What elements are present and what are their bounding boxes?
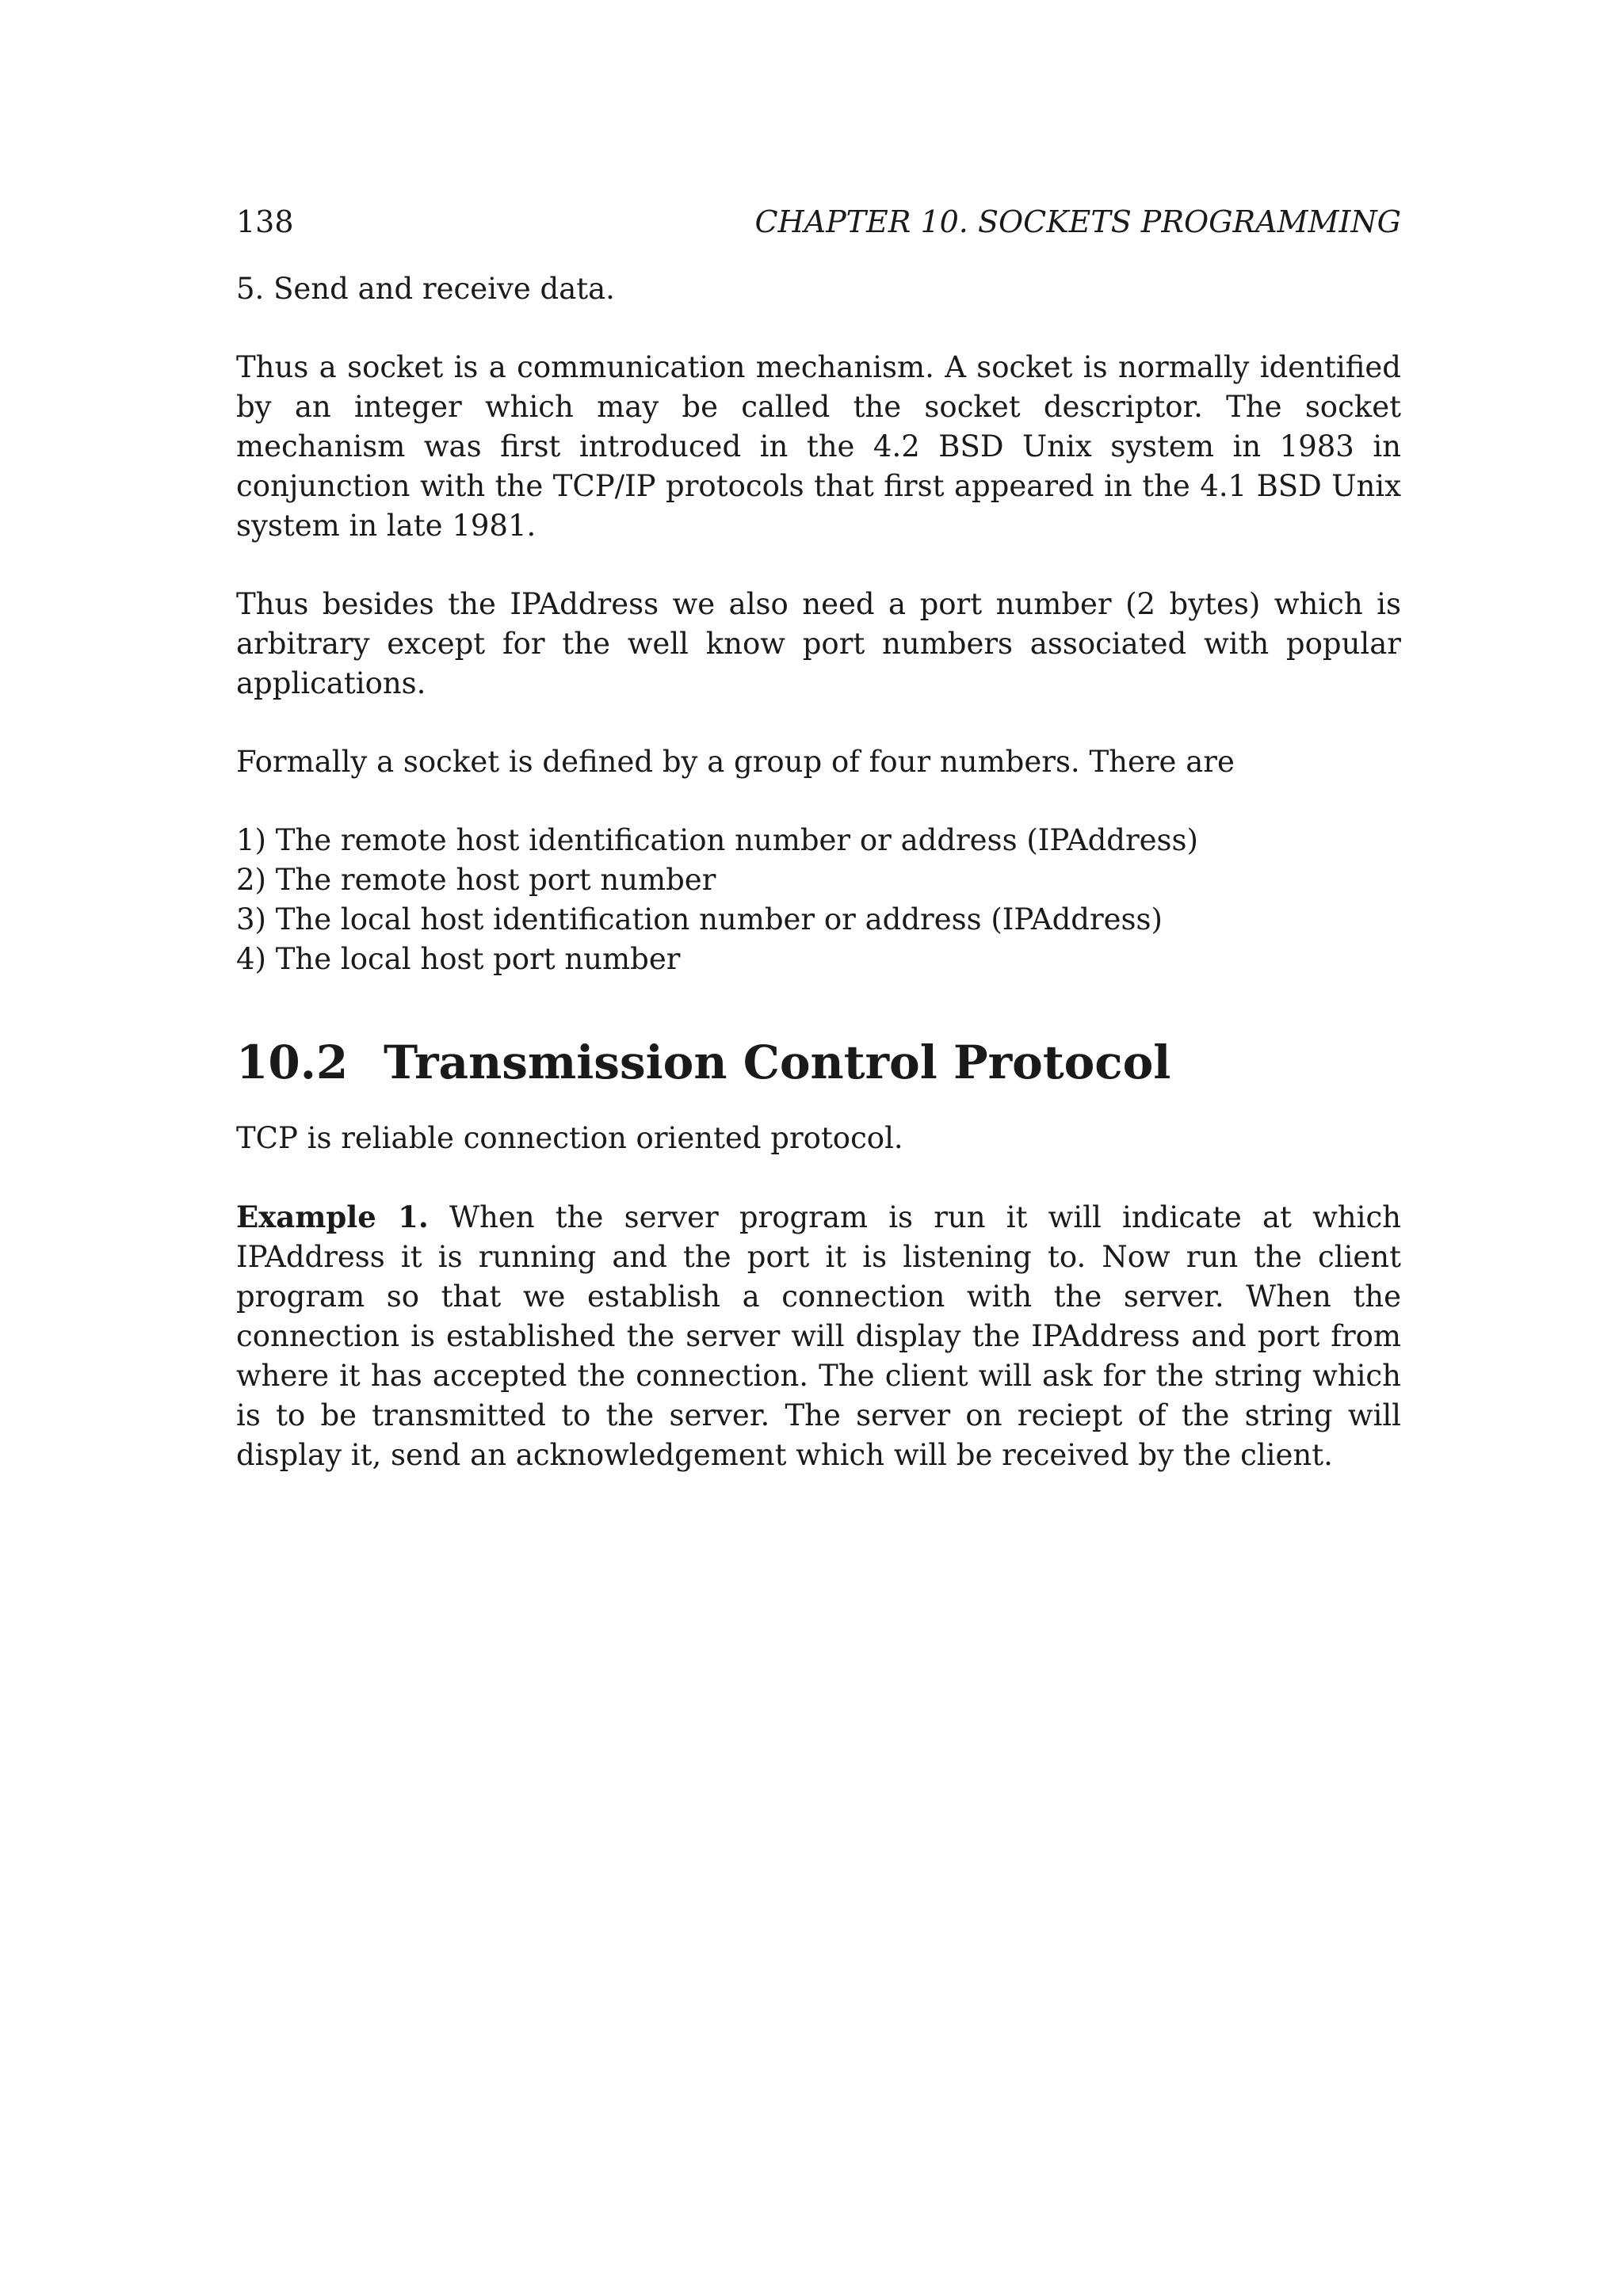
document-page xyxy=(236,198,1401,1475)
section-heading xyxy=(236,1035,1401,1090)
paragraph-four-numbers: Formally a socket is defined by a group of four numbers. There are xyxy=(236,745,1235,779)
section-intro: TCP is reliable connection oriented protocol. xyxy=(236,1121,903,1155)
section-number: 10.2 xyxy=(236,1035,349,1089)
running-header xyxy=(236,198,1401,246)
paragraph-socket-mechanism: Thus a socket is a communication mechanism. A socket is normally identified by an integer which may be called the socket descriptor. The socket mechanism was first introduced in the 4.2 BSD Unix system in 1983 in conjunction with the TCP/IP protocols that first appeared in the 4.1 BSD Unix system in late 1981. xyxy=(236,350,1401,543)
section-title: Transmission Control Protocol xyxy=(384,1035,1171,1089)
list-item: 1) The remote host identification number or address (IPAddress) xyxy=(236,823,1198,857)
socket-components-list xyxy=(236,821,1401,979)
list-item: 2) The remote host port number xyxy=(236,863,716,897)
page-number: 138 xyxy=(236,204,294,239)
list-item: 3) The local host identification number or address (IPAddress) xyxy=(236,902,1163,936)
step-five: 5. Send and receive data. xyxy=(236,272,615,306)
paragraph-port-number: Thus besides the IPAddress we also need a port number (2 bytes) which is arbitrary except for the well know port numbers associated with popular applications. xyxy=(236,587,1401,700)
example-label: Example 1. xyxy=(236,1199,429,1234)
example-paragraph xyxy=(236,1197,1401,1475)
list-item: 4) The local host port number xyxy=(236,942,681,976)
example-text: When the server program is run it will indicate at which IPAddress it is running and the port it is listening to. Now run the client program so that we establish a connection with the server. When the connection is established the server will display the IPAddress and port from where it has accepted the connection. The client will ask for the string which is to be transmitted to the server. The server on reciept of the string will display it, send an acknowledgement which will be received by the client. xyxy=(236,1200,1401,1472)
chapter-title: CHAPTER 10. SOCKETS PROGRAMMING xyxy=(754,204,1401,239)
